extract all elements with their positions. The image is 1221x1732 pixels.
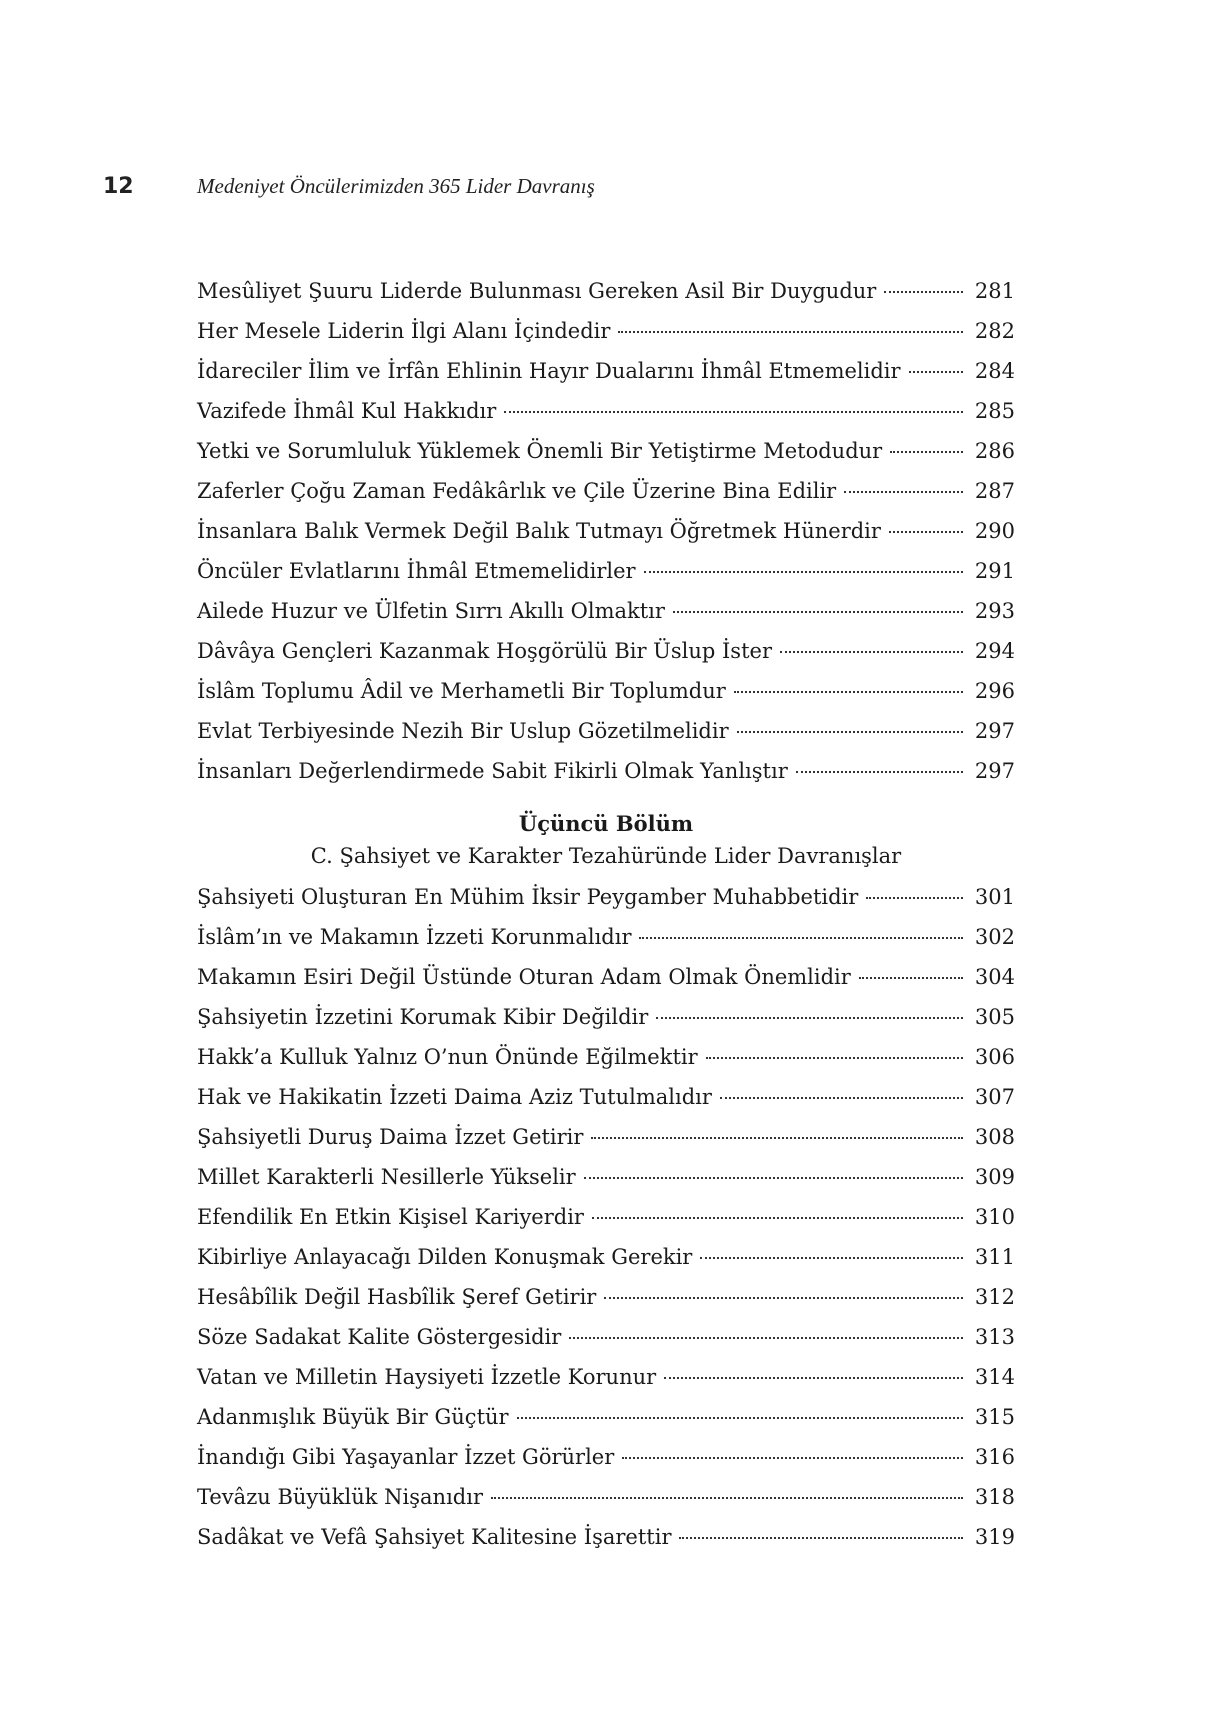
toc-entry-page: 309 (974, 1165, 1015, 1189)
dot-leader (700, 1257, 963, 1259)
toc-entry-page: 304 (974, 965, 1015, 989)
toc-list-part1 (197, 271, 1015, 791)
toc-entry-title: Mesûliyet Şuuru Liderde Bulunması Gereken Asil Bir Duygudur (197, 279, 877, 303)
toc-entry[interactable] (197, 1397, 1015, 1437)
toc-entry-title: Şahsiyetin İzzetini Korumak Kibir Değildir (197, 1005, 649, 1029)
dot-leader (844, 491, 963, 493)
page-number: 12 (103, 174, 134, 199)
toc-entry-title: İslâm’ın ve Makamın İzzeti Korunmalıdır (197, 925, 632, 949)
dot-leader (706, 1057, 963, 1059)
toc-entry[interactable] (197, 1357, 1015, 1397)
toc-entry-page: 306 (974, 1045, 1015, 1069)
toc-entry-page: 314 (974, 1365, 1015, 1389)
toc-entry[interactable] (197, 551, 1015, 591)
toc-entry[interactable] (197, 1317, 1015, 1357)
dot-leader (720, 1097, 963, 1099)
toc-entry-title: Tevâzu Büyüklük Nişanıdır (197, 1485, 483, 1509)
toc-entry-title: Öncüler Evlatlarını İhmâl Etmemelidirler (197, 559, 636, 583)
toc-entry[interactable] (197, 877, 1015, 917)
dot-leader (584, 1177, 963, 1179)
toc-entry-page: 319 (974, 1525, 1015, 1549)
toc-entry[interactable] (197, 1437, 1015, 1477)
dot-leader (622, 1457, 963, 1459)
toc-entry[interactable] (197, 1117, 1015, 1157)
toc-entry-page: 291 (974, 559, 1015, 583)
dot-leader (673, 611, 963, 613)
toc-entry[interactable] (197, 1277, 1015, 1317)
toc-entry[interactable] (197, 1037, 1015, 1077)
toc-entry-page: 286 (974, 439, 1015, 463)
toc-entry-page: 305 (974, 1005, 1015, 1029)
toc-entry-title: Yetki ve Sorumluluk Yüklemek Önemli Bir Yetiştirme Metodudur (197, 439, 883, 463)
toc-entry-title: İnsanlara Balık Vermek Değil Balık Tutmayı Öğretmek Hünerdir (197, 519, 881, 543)
toc-entry-title: Ailede Huzur ve Ülfetin Sırrı Akıllı Olmaktır (197, 599, 665, 623)
dot-leader (591, 1137, 963, 1139)
dot-leader (656, 1017, 963, 1019)
toc-entry-title: Hakk’a Kulluk Yalnız O’nun Önünde Eğilmektir (197, 1045, 698, 1069)
toc-entry-page: 294 (974, 639, 1015, 663)
toc-entry[interactable] (197, 711, 1015, 751)
toc-entry[interactable] (197, 351, 1015, 391)
toc-entry[interactable] (197, 471, 1015, 511)
toc-entry[interactable] (197, 671, 1015, 711)
toc-entry-title: Efendilik En Etkin Kişisel Kariyerdir (197, 1205, 584, 1229)
toc-entry[interactable] (197, 1237, 1015, 1277)
toc-entry-page: 287 (974, 479, 1015, 503)
toc-entry[interactable] (197, 1477, 1015, 1517)
toc-entry-page: 282 (974, 319, 1015, 343)
dot-leader (859, 977, 963, 979)
toc-entry[interactable] (197, 431, 1015, 471)
toc-entry-page: 307 (974, 1085, 1015, 1109)
toc-entry-title: Vatan ve Milletin Haysiyeti İzzetle Korunur (197, 1365, 657, 1389)
dot-leader (569, 1337, 963, 1339)
dot-leader (517, 1417, 963, 1419)
toc-entry[interactable] (197, 271, 1015, 311)
toc-entry-page: 284 (974, 359, 1015, 383)
toc-entry-title: Kibirliye Anlayacağı Dilden Konuşmak Gerekir (197, 1245, 693, 1269)
toc-entry-title: Hak ve Hakikatin İzzeti Daima Aziz Tutulmalıdır (197, 1085, 712, 1109)
running-title: Medeniyet Öncülerimizden 365 Lider Davranış (197, 174, 595, 198)
dot-leader (604, 1297, 963, 1299)
toc-entry[interactable] (197, 997, 1015, 1037)
toc-entry-title: Millet Karakterli Nesillerle Yükselir (197, 1165, 576, 1189)
toc-entry[interactable] (197, 1517, 1015, 1557)
toc-entry[interactable] (197, 751, 1015, 791)
toc-entry-page: 302 (974, 925, 1015, 949)
toc-entry-title: İnandığı Gibi Yaşayanlar İzzet Görürler (197, 1445, 615, 1469)
toc-entry-page: 316 (974, 1445, 1015, 1469)
toc-entry-title: İnsanları Değerlendirmede Sabit Fikirli Olmak Yanlıştır (197, 759, 788, 783)
toc-entry-title: Makamın Esiri Değil Üstünde Oturan Adam Olmak Önemlidir (197, 965, 851, 989)
toc-entry-title: İdareciler İlim ve İrfân Ehlinin Hayır Dualarını İhmâl Etmemelidir (197, 359, 901, 383)
dot-leader (737, 731, 963, 733)
toc-entry[interactable] (197, 917, 1015, 957)
dot-leader (504, 411, 963, 413)
toc-entry-page: 313 (974, 1325, 1015, 1349)
toc-entry-page: 296 (974, 679, 1015, 703)
toc-entry-title: Sadâkat ve Vefâ Şahsiyet Kalitesine İşarettir (197, 1525, 672, 1549)
toc-entry-title: Adanmışlık Büyük Bir Güçtür (197, 1405, 509, 1429)
toc-entry-page: 315 (974, 1405, 1015, 1429)
toc-entry-page: 285 (974, 399, 1015, 423)
dot-leader (890, 451, 963, 453)
toc-entry[interactable] (197, 631, 1015, 671)
toc-entry[interactable] (197, 957, 1015, 997)
toc-entry-title: Şahsiyeti Oluşturan En Mühim İksir Peygamber Muhabbetidir (197, 885, 859, 909)
dot-leader (734, 691, 963, 693)
toc-entry-page: 297 (974, 719, 1015, 743)
toc-entry-page: 310 (974, 1205, 1015, 1229)
toc-entry-page: 308 (974, 1125, 1015, 1149)
toc-entry-title: Hesâbîlik Değil Hasbîlik Şeref Getirir (197, 1285, 597, 1309)
toc-entry-page: 297 (974, 759, 1015, 783)
toc-entry-page: 290 (974, 519, 1015, 543)
toc-entry-page: 281 (974, 279, 1015, 303)
toc-entry-title: Her Mesele Liderin İlgi Alanı İçindedir (197, 319, 611, 343)
dot-leader (679, 1537, 963, 1539)
toc-entry-title: Vazifede İhmâl Kul Hakkıdır (197, 399, 497, 423)
toc-entry-title: İslâm Toplumu Âdil ve Merhametli Bir Toplumdur (197, 679, 726, 703)
dot-leader (664, 1377, 963, 1379)
toc-list-part2 (197, 877, 1015, 1557)
toc-entry-title: Şahsiyetli Duruş Daima İzzet Getirir (197, 1125, 584, 1149)
toc-entry-title: Zaferler Çoğu Zaman Fedâkârlık ve Çile Üzerine Bina Edilir (197, 479, 837, 503)
toc-entry-title: Evlat Terbiyesinde Nezih Bir Uslup Gözetilmelidir (197, 719, 729, 743)
dot-leader (639, 937, 963, 939)
section-subtitle: C. Şahsiyet ve Karakter Tezahüründe Lider Davranışlar (310, 844, 902, 868)
toc-entry-page: 318 (974, 1485, 1015, 1509)
toc-entry-page: 293 (974, 599, 1015, 623)
toc-entry[interactable] (197, 591, 1015, 631)
toc-entry-page: 311 (974, 1245, 1015, 1269)
toc-entry[interactable] (197, 391, 1015, 431)
toc-entry[interactable] (197, 1077, 1015, 1117)
dot-leader (592, 1217, 963, 1219)
toc-entry[interactable] (197, 1157, 1015, 1197)
dot-leader (909, 371, 963, 373)
section-heading: Üçüncü Bölüm (518, 811, 694, 836)
dot-leader (780, 651, 963, 653)
toc-entry-page: 301 (974, 885, 1015, 909)
table-of-contents (197, 271, 1015, 1557)
toc-entry[interactable] (197, 511, 1015, 551)
dot-leader (884, 291, 963, 293)
toc-entry-title: Söze Sadakat Kalite Göstergesidir (197, 1325, 562, 1349)
toc-entry-title: Dâvâya Gençleri Kazanmak Hoşgörülü Bir Üslup İster (197, 639, 772, 663)
toc-entry-page: 312 (974, 1285, 1015, 1309)
dot-leader (796, 771, 963, 773)
toc-entry[interactable] (197, 1197, 1015, 1237)
page-header (103, 174, 1023, 204)
dot-leader (644, 571, 963, 573)
dot-leader (866, 897, 963, 899)
dot-leader (889, 531, 963, 533)
toc-entry[interactable] (197, 311, 1015, 351)
dot-leader (618, 331, 963, 333)
dot-leader (491, 1497, 963, 1499)
